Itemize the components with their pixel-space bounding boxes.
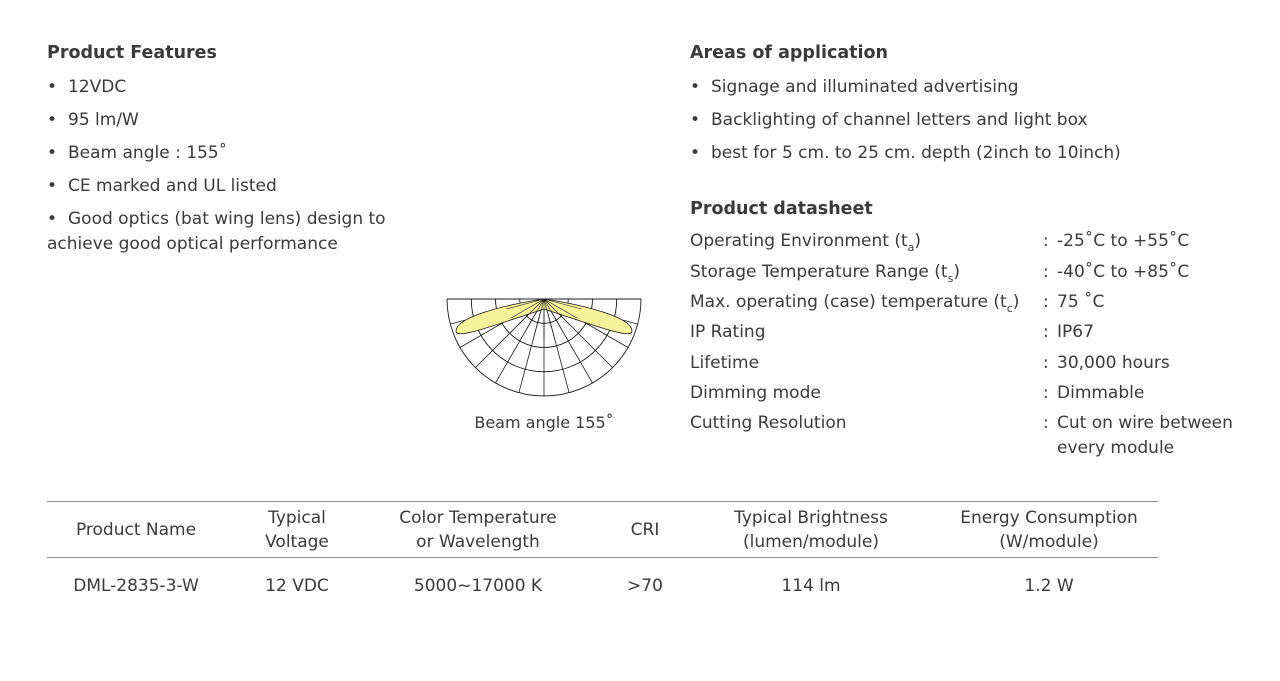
- datasheet-label: Operating Environment $(t_a)$: [690, 231, 922, 254]
- datasheet-value: -25˚C to +55˚C: [1057, 231, 1190, 251]
- datasheet-label: IP Rating: [690, 322, 766, 342]
- table-top-rule: [47, 501, 1158, 502]
- datasheet-label: Max. operating (case) temperature $(t_c)$: [690, 292, 1020, 315]
- table-cell: >70: [627, 576, 663, 596]
- beam-angle-diagram: [440, 292, 650, 404]
- datasheet-separator: :: [1043, 383, 1049, 403]
- datasheet-value: 30,000 hours: [1057, 353, 1170, 373]
- datasheet-label: Lifetime: [690, 353, 760, 373]
- feature-item: • 12VDC: [47, 75, 428, 100]
- datasheet-separator: :: [1043, 353, 1049, 373]
- datasheet-separator: :: [1043, 413, 1049, 433]
- datasheet-value: Dimmable: [1057, 383, 1145, 403]
- application-item: • Signage and illuminated advertising: [690, 75, 1121, 100]
- datasheet-separator: :: [1043, 292, 1049, 312]
- features-title: Product Features: [47, 43, 217, 63]
- application-item: • best for 5 cm. to 25 cm. depth (2inch to 10inch): [690, 141, 1121, 166]
- feature-item: • CE marked and UL listed: [47, 174, 428, 199]
- beam-caption: Beam angle 155˚: [474, 413, 614, 432]
- datasheet-value: Cut on wire between every module: [1057, 413, 1233, 458]
- datasheet-label-subscript: c: [1006, 302, 1013, 315]
- table-cell: 12 VDC: [265, 576, 329, 596]
- datasheet-label: Cutting Resolution: [690, 413, 847, 433]
- datasheet-label: Storage Temperature Range $(t_s)$: [690, 262, 960, 285]
- application-item: • Backlighting of channel letters and light box: [690, 108, 1121, 133]
- table-header-cell: Typical Voltage: [265, 508, 329, 552]
- datasheet-value: IP67: [1057, 322, 1094, 342]
- application-list: [690, 75, 1121, 174]
- table-header-cell: Energy Consumption (W/module): [960, 508, 1138, 552]
- datasheet-label-subscript: a: [907, 241, 915, 254]
- datasheet-label: Dimming mode: [690, 383, 821, 403]
- datasheet-separator: :: [1043, 262, 1049, 282]
- table-cell: 1.2 W: [1024, 576, 1074, 596]
- table-cell: 114 lm: [781, 576, 841, 596]
- features-list: [47, 75, 428, 265]
- feature-item: • Beam angle : 155˚: [47, 141, 428, 166]
- table-header-cell: Typical Brightness (lumen/module): [734, 508, 888, 552]
- table-cell: 5000~17000 K: [413, 576, 543, 596]
- table-header-cell: Color Temperature or Wavelength: [399, 508, 557, 552]
- datasheet-title: Product datasheet: [690, 199, 873, 219]
- table-cell: DML-2835-3-W: [73, 576, 199, 596]
- datasheet-separator: :: [1043, 322, 1049, 342]
- datasheet-label-subscript: s: [947, 272, 954, 285]
- datasheet-separator: :: [1043, 231, 1049, 251]
- datasheet-value: 75 ˚C: [1057, 292, 1105, 312]
- table-header-cell: Product Name: [75, 520, 197, 540]
- table-header-rule: [47, 557, 1158, 558]
- table-header-cell: CRI: [630, 520, 660, 540]
- feature-item: • 95 lm/W: [47, 108, 428, 133]
- application-title: Areas of application: [690, 43, 888, 63]
- datasheet-value: -40˚C to +85˚C: [1057, 262, 1190, 282]
- feature-item: • Good optics (bat wing lens) design to achieve good optical performance: [47, 207, 407, 257]
